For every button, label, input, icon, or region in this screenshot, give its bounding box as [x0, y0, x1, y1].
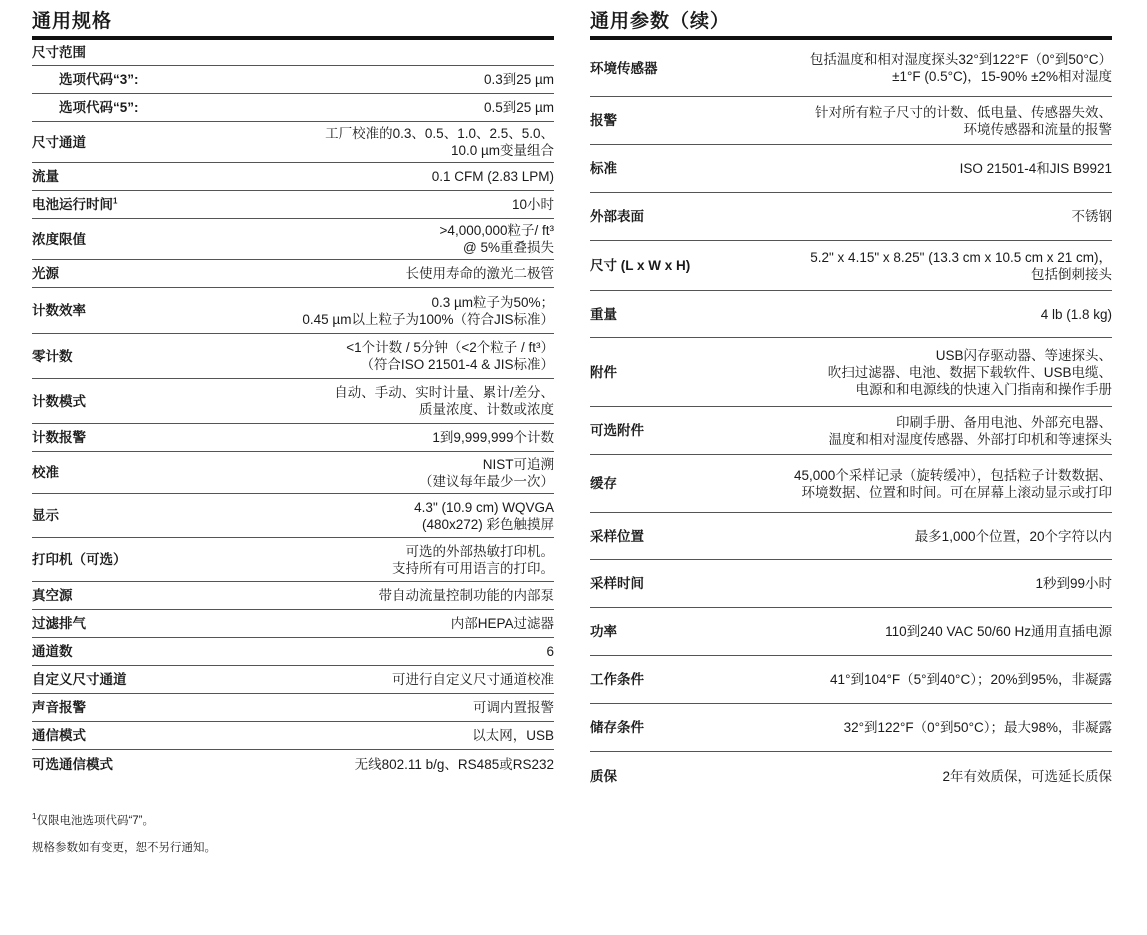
footnote-marker: 1 [113, 196, 118, 206]
spec-row [590, 145, 1112, 193]
spec-value: 自动、手动、实时计量、累计/差分、 质量浓度、计数或浓度 [334, 385, 554, 417]
spec-value: <1个计数 / 5分钟（<2个粒子 / ft³） （符合ISO 21501-4 & JIS标准） [346, 340, 554, 372]
general-params-table [590, 40, 1112, 800]
spec-value: 长使用寿命的激光二极管 [405, 266, 554, 281]
spec-label [32, 671, 127, 688]
spec-label-text: 缓存 [590, 476, 617, 491]
spec-row [590, 656, 1112, 704]
spec-label [32, 551, 127, 568]
spec-value: 以太网，USB [472, 728, 554, 743]
spec-label [590, 475, 617, 492]
spec-label-text: 声音报警 [32, 700, 86, 715]
spec-row [32, 94, 554, 122]
spec-label [32, 231, 86, 248]
spec-label [590, 623, 617, 640]
spec-label-text: 电池运行时间 [32, 197, 113, 212]
spec-label [32, 727, 86, 744]
spec-row [590, 752, 1112, 800]
spec-value: USB闪存驱动器、等速探头、 吹扫过滤器、电池、数据下载软件、USB电缆、 电源和和电源线的快速入门指南和操作手册 [827, 347, 1112, 397]
spec-value: 内部HEPA过滤器 [450, 616, 554, 631]
spec-label [590, 208, 644, 225]
spec-label [32, 587, 73, 604]
spec-value: 10小时 [511, 197, 554, 212]
spec-row [32, 610, 554, 638]
spec-label-text: 尺寸通道 [32, 134, 86, 150]
spec-row [590, 513, 1112, 560]
spec-label-text: 采样位置 [590, 528, 644, 544]
footnote-battery [32, 812, 216, 830]
spec-value: 2年有效质保，可选延长质保 [942, 768, 1112, 784]
section-title-general-specs: 通用规格 [32, 8, 554, 40]
spec-label [32, 393, 86, 410]
spec-label [32, 756, 113, 773]
spec-value: 包括温度和相对湿度探头32°到122°F（0°到50°C） ±1°F (0.5°C)，15-90% ±2%相对湿度 [809, 52, 1112, 84]
spec-label-text: 计数效率 [32, 303, 86, 318]
spec-row [590, 704, 1112, 752]
spec-label-text: 报警 [590, 113, 617, 128]
spec-row [32, 260, 554, 288]
footnote-text: 仅限电池选项代码“7”。 [36, 815, 155, 827]
spec-label-text: 环境传感器 [590, 60, 658, 76]
spec-label [590, 60, 658, 77]
spec-row [32, 288, 554, 334]
spec-label-text: 采样时间 [590, 576, 644, 591]
spec-value: 110到240 VAC 50/60 Hz通用直插电源 [885, 624, 1112, 639]
spec-row [32, 334, 554, 379]
spec-row [590, 407, 1112, 455]
spec-value: NIST可追溯 （建议每年最少一次） [419, 456, 554, 489]
spec-row [32, 219, 554, 260]
spec-row [32, 750, 554, 778]
spec-label-text: 工作条件 [590, 672, 644, 687]
spec-row [32, 694, 554, 722]
spec-value: 4.3" (10.9 cm) WQVGA (480x272) 彩色触摸屏 [414, 499, 554, 532]
section-title-general-params-continued: 通用参数（续） [590, 8, 1112, 40]
spec-row [32, 191, 554, 219]
spec-value: 最多1,000个位置，20个字符以内 [914, 528, 1112, 544]
spec-label [32, 507, 59, 524]
general-specs-table [32, 40, 554, 778]
spec-label [590, 575, 644, 592]
spec-label-text: 可选通信模式 [32, 756, 113, 772]
spec-row [32, 40, 554, 66]
spec-value: 带自动流量控制功能的内部泵 [378, 588, 554, 603]
spec-label-text: 尺寸范围 [32, 45, 86, 60]
spec-value: 0.3到25 µm [483, 72, 554, 87]
spec-value: 可进行自定义尺寸通道校准 [392, 672, 554, 687]
spec-label-text: 真空源 [32, 588, 73, 603]
spec-value: 可选的外部热敏打印机。 支持所有可用语言的打印。 [392, 543, 554, 576]
general-specs-column [32, 8, 554, 778]
spec-value: 5.2" x 4.15" x 8.25" (13.3 cm x 10.5 cm x 21 cm)， 包括倒刺接头 [810, 249, 1112, 282]
spec-label [590, 306, 617, 323]
spec-label-text: 零计数 [32, 348, 73, 364]
spec-row [32, 424, 554, 452]
spec-row [590, 608, 1112, 656]
spec-label-text: 显示 [32, 508, 59, 523]
spec-value: 印刷手册、备用电池、外部充电器、 温度和相对湿度传感器、外部打印机和等速探头 [828, 414, 1112, 447]
spec-row [590, 241, 1112, 291]
spec-label-text: 通道数 [32, 644, 73, 659]
spec-label [32, 265, 59, 282]
spec-label [32, 134, 86, 151]
spec-label-text: 通信模式 [32, 728, 86, 743]
spec-label [32, 429, 86, 446]
spec-row [32, 163, 554, 191]
spec-value: 0.5到25 µm [483, 100, 554, 115]
spec-row [590, 560, 1112, 608]
spec-value: 41°到104°F（5°到40°C）；20%到95%，非凝露 [830, 672, 1112, 687]
spec-row [590, 455, 1112, 513]
spec-label-text: 打印机（可选） [32, 552, 127, 567]
spec-row [32, 66, 554, 94]
spec-value: 32°到122°F（0°到50°C）；最大98%，非凝露 [843, 720, 1112, 735]
spec-label-text: 功率 [590, 624, 617, 639]
spec-row [590, 97, 1112, 145]
spec-label [590, 768, 617, 785]
spec-value: 可调内置报警 [473, 700, 554, 715]
spec-label-text: 选项代码“3”: [59, 72, 139, 87]
spec-value: >4,000,000粒子/ ft³ @ 5%重叠损失 [439, 223, 554, 255]
footnote-disclaimer: 规格参数如有变更，恕不另行通知。 [32, 842, 216, 854]
spec-row [590, 291, 1112, 338]
spec-label-text: 选项代码“5”: [59, 100, 139, 115]
spec-label-text: 尺寸 (L x W x H) [590, 258, 691, 273]
spec-label [32, 71, 139, 88]
spec-row [32, 666, 554, 694]
spec-label-text: 光源 [32, 266, 59, 281]
spec-value: 45,000个采样记录（旋转缓冲），包括粒子计数数据、 环境数据、位置和时间。可在屏幕上滚动显示或打印 [793, 467, 1112, 500]
spec-label [32, 643, 73, 660]
spec-value: 4 lb (1.8 kg) [1040, 306, 1112, 322]
spec-label-text: 自定义尺寸通道 [32, 672, 127, 687]
general-params-continued-column [590, 8, 1112, 800]
spec-row [32, 452, 554, 494]
spec-value: 1到9,999,999个计数 [432, 430, 554, 445]
spec-label-text: 质保 [590, 768, 617, 784]
spec-label [32, 302, 86, 319]
spec-label [32, 464, 59, 481]
spec-row [32, 538, 554, 582]
spec-label-text: 附件 [590, 364, 617, 380]
spec-row [32, 582, 554, 610]
spec-label [32, 615, 86, 632]
spec-value: 工厂校准的0.3、0.5、1.0、2.5、5.0、 10.0 µm变量组合 [325, 126, 554, 158]
spec-value: 0.1 CFM (2.83 LPM) [431, 169, 554, 184]
spec-label [590, 364, 617, 381]
spec-row [590, 40, 1112, 97]
spec-value: 0.3 µm粒子为50%； 0.45 µm以上粒子为100%（符合JIS标准） [302, 294, 554, 327]
spec-label [32, 168, 59, 185]
spec-row [32, 638, 554, 666]
spec-label [590, 528, 644, 545]
spec-label-text: 校准 [32, 465, 59, 480]
spec-value: 6 [546, 644, 554, 659]
spec-label-text: 可选附件 [590, 423, 644, 438]
spec-label [590, 112, 617, 129]
spec-label [32, 348, 73, 365]
spec-row [590, 193, 1112, 241]
spec-label [590, 257, 690, 274]
spec-label [32, 699, 86, 716]
spec-row [32, 379, 554, 424]
spec-label-text: 浓度限值 [32, 231, 86, 247]
spec-value: 不锈钢 [1071, 209, 1112, 224]
spec-row [32, 494, 554, 538]
spec-row [32, 122, 554, 163]
spec-label-text: 储存条件 [590, 720, 644, 735]
spec-label [32, 196, 117, 213]
spec-value: ISO 21501-4和JIS B9921 [959, 161, 1112, 176]
spec-row [590, 338, 1112, 407]
spec-label-text: 计数报警 [32, 430, 86, 445]
spec-row [32, 722, 554, 750]
spec-label [590, 160, 617, 177]
spec-label-text: 外部表面 [590, 209, 644, 224]
footnote-marker: 1 [32, 812, 37, 822]
spec-label-text: 计数模式 [32, 393, 86, 409]
footnotes [32, 812, 216, 866]
spec-label [32, 44, 86, 61]
spec-label [32, 99, 139, 116]
spec-label [590, 671, 644, 688]
spec-value: 针对所有粒子尺寸的计数、低电量、传感器失效、 环境传感器和流量的报警 [815, 104, 1112, 137]
spec-label-text: 标准 [590, 161, 617, 176]
spec-value: 1秒到99小时 [1035, 576, 1112, 591]
spec-label [590, 719, 644, 736]
spec-label-text: 重量 [590, 306, 617, 322]
spec-value: 无线802.11 b/g、RS485或RS232 [354, 756, 554, 772]
spec-label-text: 流量 [32, 169, 59, 184]
spec-label [590, 422, 644, 439]
spec-label-text: 过滤排气 [32, 616, 86, 631]
